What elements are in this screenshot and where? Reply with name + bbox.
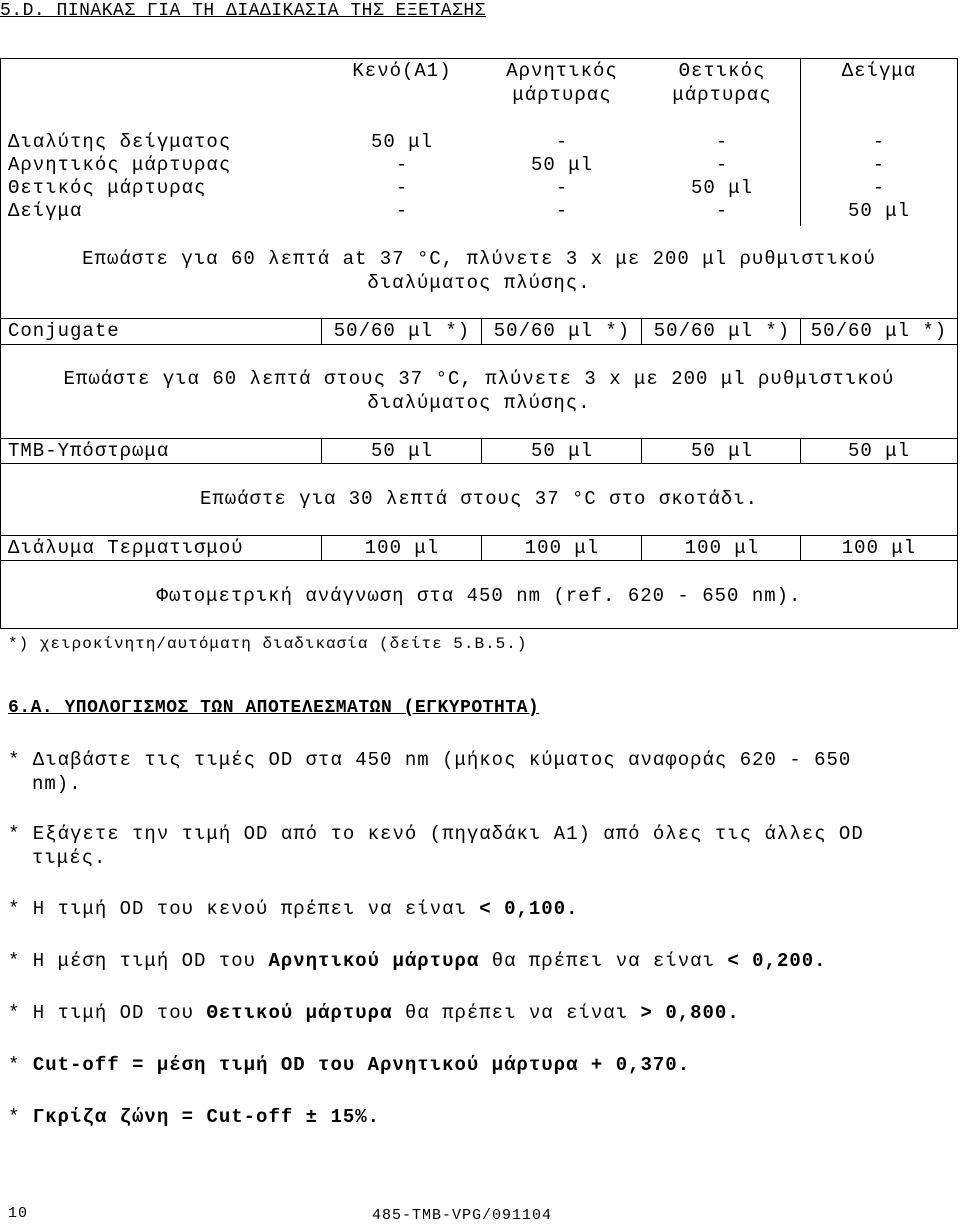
table-rule bbox=[0, 560, 958, 561]
grey-zone-formula: Γκρίζα ζώνη = Cut-off ± 15%. bbox=[32, 1106, 381, 1128]
table-cell: - bbox=[715, 154, 729, 176]
table-cell: - bbox=[715, 200, 729, 222]
table-cell: - bbox=[872, 177, 886, 199]
incubation-step-3: Επωάστε για 30 λεπτά στους 37 °C στο σκοτάδι. bbox=[199, 488, 759, 510]
table-cell: - bbox=[555, 200, 569, 222]
table-cell: 100 μl bbox=[364, 537, 440, 559]
column-header-negative-2: μάρτυρας bbox=[512, 84, 612, 106]
bullet-read-od: * Διαβάστε τις τιμές OD στα 450 nm (μήκος κύματος αναφοράς 620 - 650 bbox=[8, 749, 852, 771]
table-rule bbox=[0, 463, 958, 464]
bullet-subtract-blank-cont: τιμές. bbox=[32, 847, 107, 869]
bullet-text: θα πρέπει να είναι bbox=[392, 1002, 641, 1024]
table-cell: 100 μl bbox=[524, 537, 600, 559]
bullet-text: * Η τιμή OD του bbox=[8, 1002, 207, 1024]
table-cell: 50/60 μl *) bbox=[333, 320, 471, 342]
bullet-read-od-cont: nm). bbox=[32, 773, 82, 795]
table-rule bbox=[0, 344, 958, 345]
table-cell: - bbox=[872, 131, 886, 153]
table-cell: - bbox=[395, 200, 409, 222]
page-number: 10 bbox=[8, 1205, 29, 1222]
bullet-text: * bbox=[8, 1054, 33, 1076]
table-cell: - bbox=[395, 177, 409, 199]
table-cell: 50 μl bbox=[690, 177, 753, 199]
table-cell: - bbox=[872, 154, 886, 176]
table-rule bbox=[0, 535, 958, 536]
table-cell: 50 μl bbox=[847, 440, 910, 462]
column-header-positive-2: μάρτυρας bbox=[672, 84, 772, 106]
table-cell: 100 μl bbox=[841, 537, 917, 559]
table-cell: 50 μl bbox=[370, 440, 433, 462]
bullet-positive-limit bbox=[8, 1002, 740, 1024]
column-header-blank: Κενό(Α1) bbox=[352, 60, 452, 82]
table-cell: 50 μl bbox=[690, 440, 753, 462]
table-cell: 100 μl bbox=[684, 537, 760, 559]
negative-limit-value: < 0,200. bbox=[727, 950, 827, 972]
table-footnote: *) χειροκίνητη/αυτόματη διαδικασία (δείτε 5.B.5.) bbox=[8, 635, 528, 653]
column-header-sample: Δείγμα bbox=[841, 60, 917, 82]
table-rule bbox=[0, 438, 958, 439]
row-label-positive: Θετικός μάρτυρας bbox=[8, 177, 207, 199]
table-cell: - bbox=[555, 177, 569, 199]
incubation-step-2: Επωάστε για 60 λεπτά στους 37 °C, πλύνετε 3 x με 200 μl ρυθμιστικού bbox=[63, 368, 895, 390]
document-code: 485-TMB-VPG/091104 bbox=[372, 1207, 553, 1224]
positive-limit-value: > 0,800. bbox=[640, 1002, 740, 1024]
row-label-sample: Δείγμα bbox=[8, 200, 83, 222]
row-label-tmb: TMB-Υπόστρωμα bbox=[8, 440, 170, 462]
incubation-step-1-cont: διαλύματος πλύσης. bbox=[367, 272, 591, 294]
incubation-step-1: Επωάστε για 60 λεπτά at 37 °C, πλύνετε 3 x με 200 μl ρυθμιστικού bbox=[82, 248, 876, 270]
bullet-subtract-blank: * Εξάγετε την τιμή OD από το κενό (πηγαδάκι A1) από όλες τις άλλες OD bbox=[8, 823, 864, 845]
photometric-reading: Φωτομετρική ανάγνωση στα 450 nm (ref. 620 - 650 nm). bbox=[156, 585, 802, 607]
row-label-negative: Αρνητικός μάρτυρας bbox=[8, 154, 232, 176]
bullet-text: * Η τιμή OD του κενού πρέπει να είναι bbox=[8, 898, 480, 920]
section-6a-title: 6.A. ΥΠΟΛΟΓΙΣΜΟΣ ΤΩΝ ΑΠΟΤΕΛΕΣΜΑΤΩΝ (ΕΓΚΥΡΟΤΗΤΑ) bbox=[8, 698, 540, 718]
bullet-text: θα πρέπει να είναι bbox=[479, 950, 728, 972]
incubation-step-2-cont: διαλύματος πλύσης. bbox=[367, 392, 591, 414]
row-label-diluent: Διαλύτης δείγματος bbox=[8, 131, 232, 153]
row-label-stop-solution: Διάλυμα Τερματισμού bbox=[8, 537, 244, 559]
bullet-text: * bbox=[8, 1106, 33, 1128]
table-cell: 50/60 μl *) bbox=[653, 320, 791, 342]
table-rule bbox=[0, 318, 958, 319]
table-cell: 50/60 μl *) bbox=[810, 320, 948, 342]
negative-control-term: Αρνητικού μάρτυρα bbox=[268, 950, 480, 972]
bullet-cutoff bbox=[8, 1054, 690, 1076]
table-cell: 50 μl bbox=[530, 154, 593, 176]
table-cell: - bbox=[395, 154, 409, 176]
table-cell: 50 μl bbox=[370, 131, 433, 153]
row-label-conjugate: Conjugate bbox=[8, 320, 120, 342]
table-cell: 50/60 μl *) bbox=[493, 320, 631, 342]
table-cell: - bbox=[555, 131, 569, 153]
cutoff-formula: Cut-off = μέση τιμή OD του Αρνητικού μάρτυρα + 0,370. bbox=[32, 1054, 691, 1076]
bullet-text: * Η μέση τιμή OD του bbox=[8, 950, 269, 972]
column-header-positive: Θετικός bbox=[678, 60, 766, 82]
column-header-negative: Αρνητικός bbox=[506, 60, 618, 82]
bullet-grey-zone bbox=[8, 1106, 380, 1128]
section-5d-title: 5.D. ΠΙΝΑΚΑΣ ΓΙΑ ΤΗ ΔΙΑΔΙΚΑΣΙΑ ΤΗΣ ΕΞΕΤΑΣΗΣ bbox=[0, 1, 486, 21]
table-cell: 50 μl bbox=[530, 440, 593, 462]
bullet-negative-limit bbox=[8, 950, 827, 972]
table-cell: - bbox=[715, 131, 729, 153]
positive-control-term: Θετικού μάρτυρα bbox=[206, 1002, 393, 1024]
blank-limit-value: < 0,100. bbox=[479, 898, 579, 920]
bullet-blank-limit bbox=[8, 898, 579, 920]
table-cell: 50 μl bbox=[847, 200, 910, 222]
